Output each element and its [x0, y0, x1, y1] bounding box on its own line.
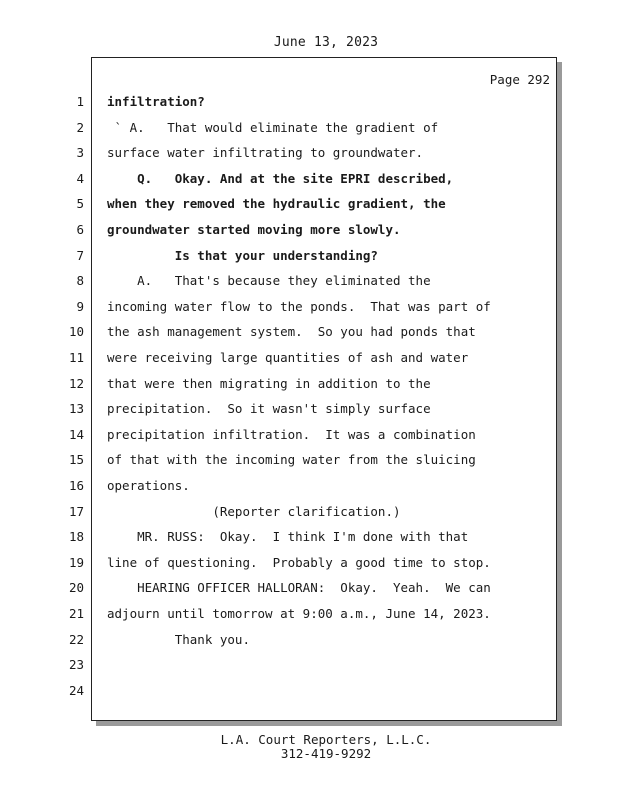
line-text: ` A. That would eliminate the gradient of	[107, 120, 439, 135]
line-number: 3	[76, 145, 84, 160]
line-number: 6	[76, 222, 84, 237]
line-text: (Reporter clarification.)	[107, 504, 401, 519]
line-text: Thank you.	[107, 632, 250, 647]
line-number: 10	[68, 324, 84, 339]
line-text: MR. RUSS: Okay. I think I'm done with that	[107, 529, 469, 544]
line-text: the ash management system. So you had ponds that	[107, 324, 476, 339]
line-number: 20	[68, 580, 84, 595]
line-text: Is that your understanding?	[107, 248, 378, 263]
line-number: 8	[76, 273, 84, 288]
line-number: 2	[76, 120, 84, 135]
line-number: 4	[76, 171, 84, 186]
line-number: 22	[68, 632, 84, 647]
line-text: line of questioning. Probably a good time to stop.	[107, 555, 491, 570]
line-text: incoming water flow to the ponds. That was part of	[107, 299, 491, 314]
line-text: A. That's because they eliminated the	[107, 273, 431, 288]
line-text: were receiving large quantities of ash and water	[107, 350, 469, 365]
line-text: Q. Okay. And at the site EPRI described,	[107, 171, 454, 186]
line-text: that were then migrating in addition to the	[107, 376, 431, 391]
footer-phone: 312-419-9292	[280, 746, 372, 761]
line-text: infiltration?	[107, 94, 205, 109]
line-number: 9	[76, 299, 84, 314]
line-text: operations.	[107, 478, 190, 493]
footer-company: L.A. Court Reporters, L.L.C.	[220, 732, 432, 747]
line-text: HEARING OFFICER HALLORAN: Okay. Yeah. We can	[107, 580, 491, 595]
line-number: 19	[68, 555, 84, 570]
line-text: precipitation. So it wasn't simply surface	[107, 401, 431, 416]
line-number: 21	[68, 606, 84, 621]
line-number: 11	[68, 350, 84, 365]
line-number: 1	[76, 94, 84, 109]
header-date: June 13, 2023	[273, 35, 379, 50]
line-number: 24	[68, 683, 84, 698]
line-number: 17	[68, 504, 84, 519]
line-number: 7	[76, 248, 84, 263]
line-number: 5	[76, 196, 84, 211]
line-number: 23	[68, 657, 84, 672]
line-number: 15	[68, 452, 84, 467]
line-number: 18	[68, 529, 84, 544]
line-text: when they removed the hydraulic gradient, the	[107, 196, 446, 211]
line-text: groundwater started moving more slowly.	[107, 222, 401, 237]
line-number: 14	[68, 427, 84, 442]
line-number: 16	[68, 478, 84, 493]
line-number: 13	[68, 401, 84, 416]
line-text: precipitation infiltration. It was a combination	[107, 427, 476, 442]
line-number: 12	[68, 376, 84, 391]
line-text: surface water infiltrating to groundwater.	[107, 145, 424, 160]
line-text: adjourn until tomorrow at 9:00 a.m., June 14, 2023.	[107, 606, 491, 621]
page-number: Page 292	[489, 72, 550, 87]
line-text: of that with the incoming water from the sluicing	[107, 452, 476, 467]
